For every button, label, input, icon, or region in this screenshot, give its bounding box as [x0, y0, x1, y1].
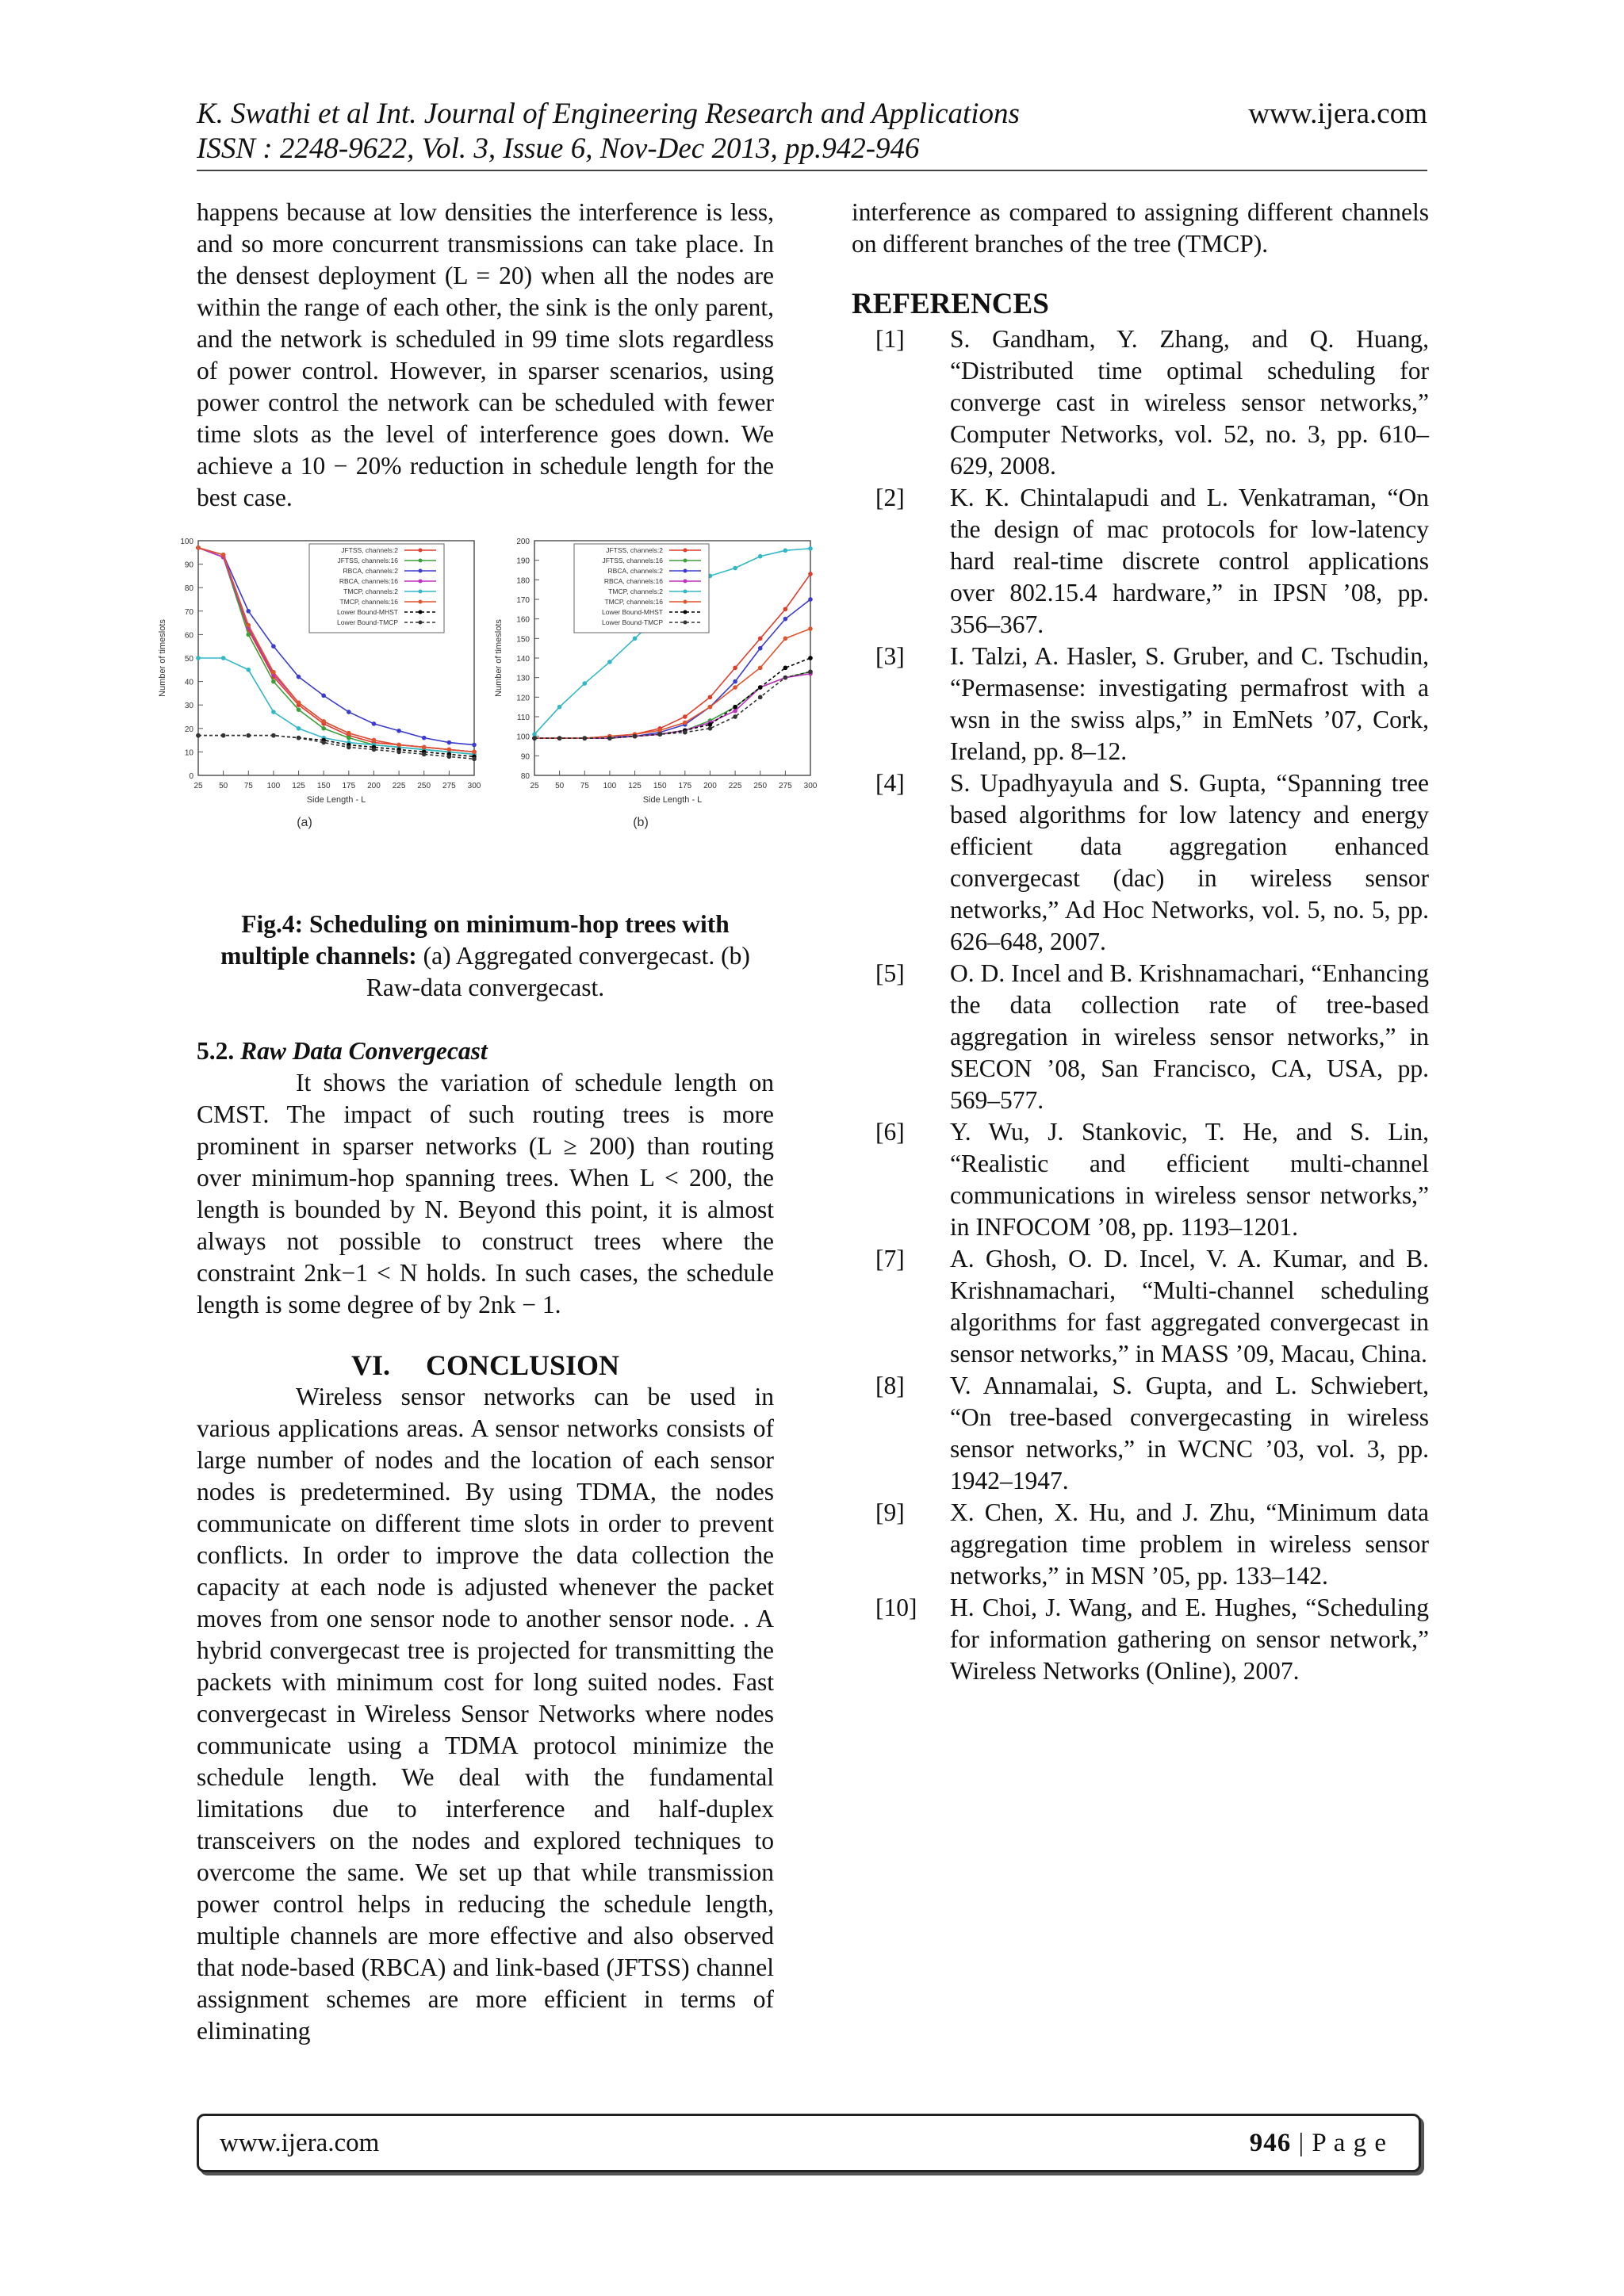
x-tick-label: 225	[392, 782, 406, 790]
reference-number: [5]	[875, 959, 905, 987]
legend-entry: TMCP, channels:16	[604, 598, 663, 606]
chart-aggregated-convergecast	[147, 530, 490, 902]
x-tick-label: 25	[530, 782, 539, 790]
data-point	[733, 666, 737, 671]
reference-item	[852, 482, 1429, 641]
x-tick-label: 275	[779, 782, 792, 790]
x-axis-label: Side Length - L	[642, 795, 703, 805]
footer-page-indicator	[1250, 2126, 1387, 2160]
data-point	[347, 731, 351, 736]
data-point	[246, 733, 251, 738]
subsection-title: Raw Data Convergecast	[240, 1037, 488, 1065]
data-point	[783, 666, 788, 671]
subsection-heading	[197, 1035, 774, 1067]
reference-item	[852, 641, 1429, 767]
data-point	[783, 549, 788, 553]
subsection-number: 5.2.	[197, 1037, 241, 1065]
data-point	[447, 740, 452, 745]
legend-entry: RBCA, channels:2	[343, 567, 398, 575]
data-point	[246, 623, 251, 628]
reference-text: Y. Wu, J. Stankovic, T. He, and S. Lin, “Realistic and efficient multi-channel communications in wireless sensor networks,” in INFOCOM ’08, pp. 1193–1201.	[950, 1118, 1429, 1241]
header-citation-line2: ISSN : 2248-9622, Vol. 3, Issue 6, Nov-Dec 2013, pp.942-946	[197, 132, 920, 165]
panel-label: (a)	[297, 816, 312, 829]
legend-entry: Lower Bound-TMCP	[601, 618, 663, 626]
data-point	[347, 745, 351, 750]
reference-number: [7]	[875, 1245, 905, 1272]
data-point	[532, 736, 537, 740]
figure-4	[158, 530, 818, 902]
legend-marker	[419, 549, 423, 553]
figure-caption-bold: Fig.4: Scheduling on minimum-hop trees with multiple channels:	[220, 910, 730, 970]
data-point	[396, 743, 401, 748]
data-point	[808, 626, 813, 631]
data-point	[321, 694, 326, 698]
raw-data-paragraph: It shows the variation of schedule length on CMST. The impact of such routing trees is more prominent in sparser networks (L ≥ 200) than routing over minimum-hop spanning trees. When L < 200, the length is bounded by N. Beyond this point, it is almost always not possible to construct trees where the constraint 2nk−1 < N holds. In such cases, the schedule length is some degree of by 2nk − 1.	[197, 1069, 774, 1318]
legend-entry: TMCP, channels:2	[343, 587, 398, 595]
left-column	[158, 197, 818, 2047]
reference-number: [1]	[875, 325, 905, 353]
figure-caption	[197, 909, 774, 1004]
data-point	[372, 721, 377, 726]
x-tick-label: 150	[316, 782, 331, 790]
data-point	[297, 736, 301, 740]
data-point	[758, 637, 763, 641]
y-tick-label: 180	[516, 576, 530, 586]
legend-entry: JFTSS, channels:2	[341, 546, 398, 554]
legend-marker	[419, 569, 423, 573]
page-footer	[197, 2114, 1421, 2172]
reference-text: S. Gandham, Y. Zhang, and Q. Huang, “Distributed time optimal scheduling for converge cast in wireless sensor networks,” Computer Networks, vol. 52, no. 3, pp. 610–629, 2008.	[950, 325, 1429, 480]
reference-number: [10]	[875, 1594, 917, 1621]
data-point	[246, 609, 251, 614]
y-tick-label: 60	[184, 631, 193, 641]
x-tick-label: 275	[442, 782, 456, 790]
legend-entry: Lower Bound-MHST	[336, 608, 398, 616]
reference-number: [3]	[875, 642, 905, 670]
data-point	[472, 756, 477, 761]
y-tick-label: 170	[516, 596, 530, 605]
x-tick-label: 50	[219, 782, 228, 790]
data-point	[758, 685, 763, 690]
data-point	[783, 675, 788, 680]
data-point	[708, 726, 713, 731]
data-point	[347, 710, 351, 714]
data-point	[758, 554, 763, 559]
reference-item	[852, 1116, 1429, 1243]
x-tick-label: 75	[580, 782, 589, 790]
legend-marker	[684, 559, 688, 563]
legend-marker	[684, 590, 688, 594]
right-column	[852, 197, 1429, 1687]
data-point	[808, 597, 813, 602]
data-point	[733, 679, 737, 684]
y-tick-label: 120	[516, 694, 530, 703]
data-point	[321, 719, 326, 724]
header-rule	[197, 170, 1427, 171]
x-tick-label: 25	[193, 782, 203, 790]
data-point	[246, 633, 251, 637]
data-point	[221, 553, 226, 557]
intro-paragraph: happens because at low densities the interference is less, and so more concurrent transmissions can take place. In the densest deployment (L = 20) when all the nodes are within the range of each other, the sink is the only parent, and the network is scheduled in 99 time slots regardless of power control. However, in sparser scenarios, using power control the network can be scheduled with fewer time slots as the level of interference goes down. We achieve a 10 − 20% reduction in schedule length for the best case.	[197, 198, 774, 511]
legend-marker	[419, 559, 423, 563]
y-tick-label: 200	[516, 538, 530, 546]
footer-site-link[interactable]: www.ijera.com	[220, 2129, 380, 2157]
reference-text: I. Talzi, A. Hasler, S. Gruber, and C. Tschudin, “Permasense: investigating permafrost with a wsn in the swiss alps,” in EmNets ’07, Cork, Ireland, pp. 8–12.	[950, 642, 1429, 765]
legend-marker	[684, 600, 688, 604]
y-tick-label: 90	[520, 752, 530, 762]
reference-item	[852, 1592, 1429, 1687]
x-tick-label: 300	[467, 782, 481, 790]
data-point	[708, 705, 713, 710]
y-tick-label: 110	[517, 714, 530, 722]
data-point	[683, 714, 688, 719]
data-point	[297, 726, 301, 731]
x-axis-label: Side Length - L	[306, 795, 366, 805]
legend-marker	[684, 549, 688, 553]
y-tick-label: 90	[184, 561, 193, 570]
legend-entry: JFTSS, channels:2	[606, 546, 663, 554]
x-tick-label: 250	[753, 782, 768, 790]
data-point	[633, 637, 638, 641]
data-point	[733, 714, 737, 719]
conclusion-continued: interference as compared to assigning different channels on different branches of the tree (TMCP).	[852, 198, 1429, 258]
data-point	[297, 675, 301, 679]
data-point	[321, 740, 326, 745]
x-tick-label: 50	[555, 782, 565, 790]
y-tick-label: 30	[184, 702, 193, 711]
legend-entry: JFTSS, channels:16	[337, 557, 398, 564]
data-point	[633, 734, 638, 739]
data-point	[271, 710, 276, 714]
data-point	[297, 707, 301, 712]
data-point	[196, 733, 201, 738]
data-point	[733, 705, 737, 710]
data-point	[607, 736, 612, 740]
y-tick-label: 50	[184, 655, 193, 664]
data-point	[372, 738, 377, 743]
data-point	[321, 726, 326, 731]
data-point	[557, 705, 562, 710]
data-point	[808, 669, 813, 674]
data-point	[472, 750, 477, 755]
reference-text: H. Choi, J. Wang, and E. Hughes, “Scheduling for information gathering on sensor network,” Wireless Networks (Online), 2007.	[950, 1594, 1429, 1685]
y-tick-label: 80	[520, 772, 530, 781]
x-tick-label: 300	[803, 782, 818, 790]
x-tick-label: 125	[292, 782, 305, 790]
data-point	[297, 700, 301, 705]
reference-item	[852, 958, 1429, 1116]
legend-marker	[419, 590, 423, 594]
y-tick-label: 10	[184, 748, 193, 758]
x-tick-label: 150	[653, 782, 667, 790]
page-number: 946	[1249, 2129, 1292, 2157]
y-tick-label: 160	[516, 615, 530, 625]
data-point	[396, 729, 401, 733]
reference-text: O. D. Incel and B. Krishnamachari, “Enhancing the data collection rate of tree-based aggregation in wireless sensor networks,” in SECON ’08, San Francisco, CA, USA, pp. 569–577.	[950, 959, 1429, 1114]
x-tick-label: 175	[342, 782, 356, 790]
legend-entry: Lower Bound-MHST	[601, 608, 663, 616]
data-point	[733, 709, 737, 714]
header-site-link[interactable]: www.ijera.com	[1248, 98, 1427, 130]
data-point	[196, 545, 201, 550]
reference-number: [6]	[875, 1118, 905, 1146]
reference-text: S. Upadhyayula and S. Gupta, “Spanning tree based algorithms for low latency and energy efficient data aggregation enhanced convergecast (dac) in wireless sensor networks,” Ad Hoc Networks, vol. 5, no. 5, pp. 626–648, 2007.	[950, 769, 1429, 955]
x-tick-label: 75	[243, 782, 253, 790]
panel-label: (b)	[633, 816, 649, 829]
data-point	[221, 656, 226, 660]
data-point	[422, 752, 427, 757]
page-label: | P a g e	[1291, 2129, 1387, 2157]
data-point	[396, 750, 401, 755]
y-tick-label: 0	[189, 772, 193, 781]
legend-marker	[419, 621, 423, 625]
data-point	[372, 748, 377, 752]
y-tick-label: 40	[184, 678, 193, 687]
legend-entry: RBCA, channels:16	[339, 577, 398, 585]
data-point	[758, 646, 763, 651]
figure-caption-rest: (a) Aggregated convergecast. (b) Raw-data convergecast.	[366, 942, 750, 1001]
x-tick-label: 250	[417, 782, 431, 790]
y-tick-label: 100	[516, 733, 530, 742]
reference-text: X. Chen, X. Hu, and J. Zhu, “Minimum data aggregation time problem in wireless sensor networks,” in MSN ’05, pp. 133–142.	[950, 1498, 1429, 1590]
reference-item	[852, 767, 1429, 958]
y-tick-label: 100	[180, 538, 193, 546]
data-point	[221, 733, 226, 738]
x-tick-label: 100	[266, 782, 281, 790]
data-point	[422, 736, 427, 740]
reference-item	[852, 1370, 1429, 1497]
legend-marker	[684, 610, 688, 614]
x-tick-label: 200	[367, 782, 381, 790]
reference-text: V. Annamalai, S. Gupta, and L. Schwiebert, “On tree-based convergecasting in wireless sensor networks,” in WCNC ’03, vol. 3, pp. 1942–1947.	[950, 1372, 1429, 1494]
data-point	[582, 681, 587, 686]
y-tick-label: 130	[516, 674, 530, 683]
data-point	[532, 732, 537, 737]
reference-text: K. K. Chintalapudi and L. Venkatraman, “On the design of mac protocols for low-latency hard real-time discrete control applications over 802.15.4 hardware,” in IPSN ’08, pp. 356–367.	[950, 484, 1429, 638]
data-point	[758, 666, 763, 671]
y-tick-label: 190	[516, 557, 530, 566]
legend-marker	[419, 610, 423, 614]
conclusion-paragraph: Wireless sensor networks can be used in various applications areas. A sensor networks consists of large number of nodes and the location of each sensor nodes is predetermined. By using TDMA, the nodes communicate on different time slots in order to prevent conflicts. In order to improve the data collection the capacity at each node is adjusted whenever the packet moves from one sensor node to another sensor node. . A hybrid convergecast tree is projected for transmitting the packets with minimum cost for long suited nodes. Fast convergecast in Wireless Sensor Networks where nodes communicate using a TDMA protocol minimize the schedule length. We deal with the fundamental limitations due to interference and half-duplex transceivers on the nodes and explored techniques to overcome the same. We set up that while transmission power control helps in reducing the schedule length, multiple channels are more effective and also observed that node-based (RBCA) and link-based (JFTSS) channel assignment schemes are more efficient in terms of eliminating	[197, 1383, 774, 2045]
data-point	[447, 755, 452, 760]
y-tick-label: 150	[516, 635, 530, 645]
running-header-citation	[197, 97, 1020, 166]
legend-entry: TMCP, channels:2	[608, 587, 663, 595]
data-point	[808, 656, 813, 660]
data-point	[783, 637, 788, 641]
reference-number: [2]	[875, 484, 905, 511]
conclusion-heading: VI. CONCLUSION	[350, 1349, 620, 1381]
x-tick-label: 225	[728, 782, 742, 790]
data-point	[271, 733, 276, 738]
data-point	[607, 660, 612, 664]
data-point	[271, 679, 276, 684]
reference-number: [8]	[875, 1372, 905, 1399]
y-tick-label: 80	[184, 584, 193, 594]
data-point	[708, 722, 713, 727]
data-point	[347, 736, 351, 740]
y-tick-label: 70	[184, 607, 193, 617]
legend-entry: RBCA, channels:2	[607, 567, 663, 575]
legend-marker	[684, 569, 688, 573]
y-tick-label: 140	[516, 655, 530, 664]
references-heading: REFERENCES	[852, 288, 1049, 320]
reference-item	[852, 1497, 1429, 1592]
data-point	[783, 607, 788, 612]
legend-entry: JFTSS, channels:16	[602, 557, 663, 564]
legend-marker	[684, 621, 688, 625]
data-point	[271, 670, 276, 675]
data-point	[447, 748, 452, 752]
chart-raw-data-convergecast	[484, 530, 826, 902]
data-point	[783, 617, 788, 622]
data-point	[758, 695, 763, 700]
data-point	[683, 730, 688, 735]
legend-entry: Lower Bound-TMCP	[336, 618, 398, 626]
header-citation-line1: K. Swathi et al Int. Journal of Engineering Research and Applications	[197, 98, 1020, 130]
references-list	[852, 323, 1429, 1687]
data-point	[808, 546, 813, 551]
legend-entry: RBCA, channels:16	[603, 577, 663, 585]
legend-marker	[419, 580, 423, 584]
data-point	[422, 745, 427, 750]
data-point	[733, 566, 737, 571]
data-point	[708, 695, 713, 700]
data-point	[733, 685, 737, 690]
x-tick-label: 175	[678, 782, 692, 790]
data-point	[657, 728, 662, 733]
data-point	[196, 656, 201, 660]
data-point	[582, 736, 587, 740]
y-axis-label: Number of timeslots	[494, 619, 504, 697]
data-point	[557, 736, 562, 740]
reference-number: [4]	[875, 769, 905, 797]
reference-text: A. Ghosh, O. D. Incel, V. A. Kumar, and B. Krishnamachari, “Multi-channel scheduling algorithms for fast aggregated convergecast in sensor networks,” in MASS ’09, Macau, China.	[950, 1245, 1429, 1368]
x-tick-label: 125	[628, 782, 642, 790]
y-tick-label: 20	[184, 725, 193, 734]
data-point	[683, 721, 688, 725]
legend-marker	[684, 580, 688, 584]
y-axis-label: Number of timeslots	[158, 619, 167, 697]
data-point	[808, 572, 813, 576]
data-point	[246, 668, 251, 672]
data-point	[657, 732, 662, 737]
legend-marker	[419, 600, 423, 604]
reference-item	[852, 1243, 1429, 1370]
data-point	[472, 743, 477, 748]
x-tick-label: 200	[703, 782, 717, 790]
reference-item	[852, 323, 1429, 482]
data-point	[271, 644, 276, 649]
reference-number: [9]	[875, 1498, 905, 1526]
legend-entry: TMCP, channels:16	[339, 598, 398, 606]
x-tick-label: 100	[603, 782, 617, 790]
